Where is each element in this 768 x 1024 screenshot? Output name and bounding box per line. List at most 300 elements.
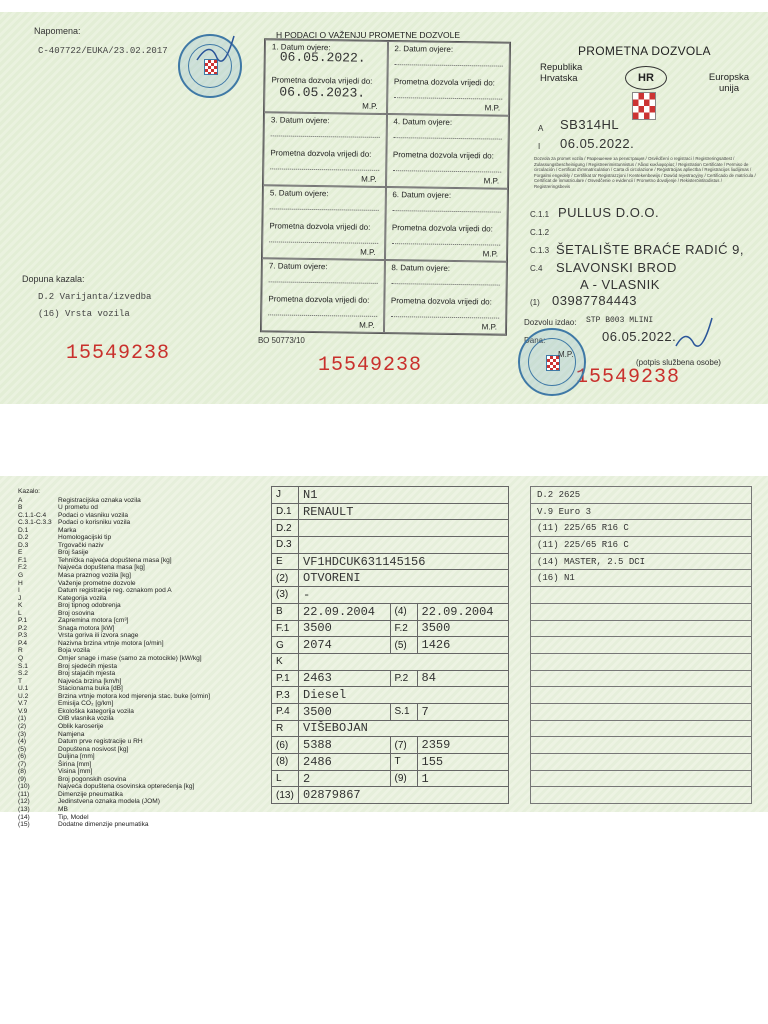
field-value: 2 [299,770,391,787]
legend-code: D.1 [18,526,29,534]
legend-code: D.2 [18,534,29,542]
cell-valid-label: Prometna dozvola vrijedi do: [268,294,370,305]
legend-row [18,602,270,610]
field-value: 2359 [417,737,509,754]
field-value: 2074 [299,637,391,654]
legend-code: (15) [18,821,30,829]
table-row [272,487,509,504]
legend-row [18,821,270,829]
dopuna-item: (16) Vrsta vozila [38,309,130,319]
field-value: 84 [417,670,509,687]
field-value: N1 [299,487,509,504]
field-value: VF1HDCUK631145156 [299,553,509,570]
mp-label: M.P. [558,350,574,359]
legend-code: I [18,587,20,595]
legend-row [18,685,270,693]
extra-value: (14) MASTER, 2.5 DCI [531,553,752,570]
extra-value [531,754,752,771]
field-code: R [272,720,299,737]
stamp-date: 06.05.2022. [279,49,366,66]
table-row [272,503,509,520]
legend-row [18,806,270,814]
legend-row [18,753,270,761]
legend-desc: Stacionarna buka [dB] [58,685,123,693]
table-row [272,653,509,670]
table-row [272,754,509,771]
additional-data-table [530,486,752,804]
table-row [531,487,752,504]
dopuna-item: D.2 Varijanta/izvedba [38,292,152,302]
legend-desc: Duljina [mm] [58,753,95,761]
extra-value [531,670,752,687]
legend-desc: Broj osovina [58,609,95,617]
owner-code: C.1.1 [530,210,550,219]
legend-desc: Najveća dopuštena osovinska opterećenja [kg] [58,783,195,791]
table-row [272,587,509,604]
field-value: - [299,587,509,604]
legend-code: B [18,504,23,512]
legend-code: P.4 [18,639,28,647]
legend-desc: Datum registracije reg. oznakom pod A [58,587,172,595]
legend-row [18,768,270,776]
legend-row [18,557,270,565]
validity-cell [386,114,510,189]
field-code: P.3 [272,687,299,704]
legend-row [18,542,270,550]
field-code: (13) [272,787,299,804]
table-row [531,503,752,520]
legend-desc: OIB vlasnika vozila [58,715,114,723]
cell-date-label: 5. Datum ovjere: [269,188,329,199]
table-row [531,754,752,771]
legend-desc: Važenje prometne dozvole [58,579,136,587]
field-value: OTVORENI [299,570,509,587]
legend-desc: Homologacijski tip [58,534,112,542]
cell-valid-label: Prometna dozvola vrijedi do: [390,296,492,307]
legend-row [18,814,270,822]
owner-role: A - VLASNIK [580,277,660,292]
validity-grid-title: H PODACI O VAŽENJU PROMETNE DOZVOLE [276,30,461,40]
legend-row [18,512,270,520]
legend-row [18,655,270,663]
table-row [531,553,752,570]
field-value: 7 [417,703,509,720]
field-code: D.1 [272,503,299,520]
legend-code: S.2 [18,670,28,678]
signature-caption: (potpis službena osobe) [636,358,721,367]
extra-value [531,653,752,670]
legend-code: P.1 [18,617,28,625]
field-value: 3500 [299,620,391,637]
cell-valid-label: Prometna dozvola vrijedi do: [391,223,493,234]
legend-row [18,693,270,701]
field-code: (2) [272,570,299,587]
field-value: 155 [417,754,509,771]
cell-valid-label: Prometna dozvola vrijedi do: [271,75,373,86]
legend-code: (1) [18,715,27,723]
legend-desc: Oblik karoserije [58,722,104,730]
legend-desc: Jedinstvena oznaka modela (JOM) [58,798,160,806]
legend-row [18,708,270,716]
table-row [531,653,752,670]
legend-row [18,783,270,791]
legend-desc: MB [58,805,68,813]
legend-code: (14) [18,813,30,821]
legend-row [18,700,270,708]
legend-row [18,723,270,731]
legend-desc: Podaci o vlasniku vozila [58,511,129,519]
extra-value [531,637,752,654]
country-left: Republika Hrvatska [540,62,583,84]
legend-desc: Broj tipnog odobrenja [58,602,121,610]
table-row [531,570,752,587]
legend-code: F.2 [18,564,27,572]
cell-mp: M.P. [483,176,500,186]
field-value: 3500 [417,620,509,637]
form-code: ВО 50773/10 [258,336,305,345]
table-row [531,620,752,637]
table-row [272,770,509,787]
stamp-date: 06.05.2023. [279,84,366,101]
issued-value: STP B003 MLINI [586,316,654,325]
legend-code: A [18,496,23,504]
table-row [272,787,509,804]
field-value: 22.09.2004 [299,603,391,620]
owner-code: (1) [530,298,540,307]
cell-mp: M.P. [359,320,375,330]
table-row [272,537,509,554]
owner-code: C.4 [530,264,543,273]
cell-valid-label: Prometna dozvola vrijedi do: [392,150,494,161]
table-row [272,603,509,620]
table-row [272,670,509,687]
legend-code: (10) [18,783,30,791]
issued-label: Dozvolu izdao: [524,318,577,327]
field-code: L [272,770,299,787]
extra-value: D.2 2625 [531,487,752,504]
legend-code: V.7 [18,700,28,708]
legend-code: Q [18,655,24,663]
legend-desc: Podaci o korisniku vozila [58,519,131,527]
field-code: (3) [272,587,299,604]
legend-desc: Visina [mm] [58,768,93,776]
table-row [531,720,752,737]
field-value: 2486 [299,754,391,771]
date-label: Dana: [524,336,546,345]
cell-date-label: 4. Datum ovjere: [393,117,453,127]
legend-row [18,572,270,580]
legend-desc: Zapremina motora [cm³] [58,617,129,625]
field-value: 22.09.2004 [417,603,509,620]
extra-value: (16) N1 [531,570,752,587]
owner-oib: 03987784443 [552,293,638,308]
legend-desc: Najveća brzina [km/h] [58,677,122,685]
table-row [272,720,509,737]
legend-desc: Tip, Model [58,813,89,821]
field-code: T [390,754,417,771]
legend-code: C.1.1-C.4 [18,511,47,519]
cell-valid-label: Prometna dozvola vrijedi do: [393,77,495,88]
validity-grid [260,38,511,335]
legend-desc: Marka [58,526,77,534]
legend-code: U.1 [18,685,29,693]
field-code: (6) [272,737,299,754]
field-code: (9) [390,770,417,787]
table-row [531,520,752,537]
field-value: 1426 [417,637,509,654]
legend-row [18,731,270,739]
legend-code: C.3.1-C.3.3 [18,519,52,527]
legend-desc: Trgovački naziv [58,541,104,549]
table-row [531,737,752,754]
legend-desc: Dopuštena nosivost [kg] [58,745,129,753]
owner-value: SLAVONSKI BROD [556,260,677,275]
multilingual-title: Dozvola za promet vozila / Разрешение за регистрация / Osvědčení o registraci / Registreringsattest / Zulassungsbescheinigung / Registreerimistunnistus / Άδεια κυκλοφορίας / Registration Certificate / Permiso de circulación / Certificat d'immatriculation / Carta di circolazione / Reģistrācijas apliecība / Registracijos liudijimas / Forgalmi engedély / Certifikat ta' Registrazzjoni / Kentekenbewijs / Dowód rejestracyjny / Certificado de matrícula / Certificat de înmatriculare / Osvedčenie o evidencii / Prometno dovoljenje / Rekisteröintitodistus / Registreringsbevis [534,156,756,189]
table-row [531,687,752,704]
cell-valid-label: Prometna dozvola vrijedi do: [269,221,371,232]
legend-desc: Nazivna brzina vrtnje motora [o/min] [58,639,164,647]
field-code: F.1 [272,620,299,637]
field-code: F.2 [390,620,417,637]
registration-plate: SB314HL [560,117,620,132]
legend-code: (4) [18,738,27,746]
extra-value [531,720,752,737]
field-value: 02879867 [299,787,509,804]
official-stamp [518,328,586,396]
legend-desc: Širina [mm] [58,760,92,768]
legend-code: (2) [18,722,27,730]
cell-mp: M.P. [360,247,376,257]
legend-desc: Najveća dopuštena masa [kg] [58,564,145,572]
owner-code: C.1.3 [530,246,550,255]
cell-date-label: 2. Datum ovjere: [394,44,454,54]
legend-code: G [18,572,24,580]
legend-code: E [18,549,23,557]
field-code: D.3 [272,537,299,554]
legend-code: P.3 [18,632,28,640]
owner-value: ŠETALIŠTE BRAĆE RADIĆ 9, [556,242,745,257]
field-code: P.4 [272,703,299,720]
registration-date: 06.05.2022. [560,136,635,151]
legend-row [18,791,270,799]
legend-desc: Vrsta goriva ili izvora snage [58,632,139,640]
extra-value [531,603,752,620]
napomena-value: C-407722/EUKA/23.02.2017 [38,46,168,56]
legend-row [18,580,270,588]
legend-code: (9) [18,775,27,783]
legend-row [18,595,270,603]
cell-mp: M.P. [362,101,378,111]
table-row [531,537,752,554]
legend-desc: Broj pogonskih osovina [58,775,127,783]
cell-date-label: 6. Datum ovjere: [392,190,452,200]
extra-value [531,737,752,754]
field-value [299,653,509,670]
legend-desc: Dimenzije pneumatika [58,790,123,798]
table-row [272,570,509,587]
table-row [272,520,509,537]
legend-row [18,761,270,769]
owner-code: C.1.2 [530,228,550,237]
field-value: 3500 [299,703,391,720]
legend-code: F.1 [18,556,27,564]
signature-1 [192,30,242,70]
legend-row [18,527,270,535]
legend-code: P.2 [18,624,28,632]
legend-code: H [18,579,23,587]
field-code: G [272,637,299,654]
legend-code: (7) [18,760,27,768]
field-value: RENAULT [299,503,509,520]
field-value [299,520,509,537]
legend-desc: Tehnička najveća dopuštena masa [kg] [58,556,172,564]
field-code: (5) [390,637,417,654]
legend-desc: U prometu od [58,504,98,512]
legend-code: D.3 [18,541,29,549]
legend-code: S.1 [18,662,28,670]
table-row [272,553,509,570]
extra-value: (11) 225/65 R16 C [531,520,752,537]
dopuna-label: Dopuna kazala: [22,274,85,284]
cell-mp: M.P. [482,249,499,259]
cell-date-label: 1. Datum ovjere: [271,42,331,53]
cell-mp: M.P. [481,322,498,332]
country-code-badge: HR [625,66,667,90]
legend-row [18,663,270,671]
legend-desc: Emisija CO₂ [g/km] [58,700,114,708]
legend-desc: Broj stajaćih mjesta [58,670,116,678]
field-value: 2463 [299,670,391,687]
table-row [272,737,509,754]
extra-value: V.9 Euro 3 [531,503,752,520]
issue-date: 06.05.2022. [602,329,677,344]
field-a-label: A [538,124,544,133]
field-code: B [272,603,299,620]
legend-code: (11) [18,790,30,798]
legend-row [18,549,270,557]
field-code: (4) [390,603,417,620]
legend-row [18,497,270,505]
legend-desc: Broj šasije [58,549,89,557]
field-code: E [272,553,299,570]
cell-date-label: 3. Datum ovjere: [270,115,330,126]
field-code: (7) [390,737,417,754]
legend-code: U.2 [18,692,29,700]
legend-code: (3) [18,730,27,738]
extra-value [531,703,752,720]
field-code: S.1 [390,703,417,720]
legend-row [18,678,270,686]
legend-row [18,519,270,527]
legend-row [18,632,270,640]
table-row [531,770,752,787]
legend-code: (8) [18,768,27,776]
validity-cell [383,260,507,335]
extra-value [531,787,752,804]
legend-row [18,798,270,806]
field-value: VIŠEBOJAN [299,720,509,737]
field-value [299,537,509,554]
field-value: 1 [417,770,509,787]
legend-code: T [18,677,23,685]
legend-row [18,610,270,618]
country-right: Europska unija [708,72,750,94]
extra-value [531,620,752,637]
table-row [272,703,509,720]
field-code: P.2 [390,670,417,687]
validity-cell [384,187,508,262]
legend-desc: Datum prve registracije u RH [58,738,143,746]
legend-row [18,534,270,542]
field-value: Diesel [299,687,509,704]
table-row [531,670,752,687]
legend-code: R [18,647,23,655]
field-code: J [272,487,299,504]
table-row [531,587,752,604]
field-value: 5388 [299,737,391,754]
legend-desc: Registracijska oznaka vozila [58,496,141,504]
legend-code: K [18,602,23,610]
legend-desc: Namjena [58,730,85,738]
legend-row [18,738,270,746]
serial-number: 15549238 [318,354,423,377]
vehicle-data-table [271,486,509,804]
cell-date-label: 8. Datum ovjere: [391,263,451,273]
legend-code: (13) [18,805,30,813]
legend-desc: Brzina vrtnje motora kod mjerenja stac. buke [o/min] [58,692,211,700]
field-code: P.1 [272,670,299,687]
validity-cell [261,258,385,333]
legend-row [18,746,270,754]
cell-mp: M.P. [484,103,501,113]
legend-desc: Boja vozila [58,647,90,655]
legend-row [18,776,270,784]
napomena-label: Napomena: [34,26,81,36]
field-i-label: I [538,142,541,151]
extra-value [531,587,752,604]
table-row [272,687,509,704]
legend-code: V.9 [18,707,28,715]
table-row [272,637,509,654]
legend-desc: Broj sjedećih mjesta [58,662,118,670]
table-row [531,703,752,720]
legend-row [18,504,270,512]
table-row [531,603,752,620]
cell-mp: M.P. [361,174,377,184]
extra-value [531,770,752,787]
validity-cell [263,112,387,187]
legend-row [18,670,270,678]
legend-code: (5) [18,745,27,753]
owner-value: PULLUS D.O.O. [558,205,660,220]
validity-cell [262,185,386,260]
field-code: K [272,653,299,670]
field-code: (8) [272,754,299,771]
legend-row [18,715,270,723]
validity-cell [264,39,388,114]
serial-number: 15549238 [576,366,681,389]
legend-code: (6) [18,753,27,761]
legend-row [18,640,270,648]
legend-code: (12) [18,798,30,806]
croatian-coat-of-arms-icon [632,92,656,120]
legend [18,488,270,829]
serial-number: 15549238 [66,342,171,365]
legend-code: L [18,609,22,617]
table-row [531,787,752,804]
legend-row [18,587,270,595]
legend-code: J [18,594,22,602]
